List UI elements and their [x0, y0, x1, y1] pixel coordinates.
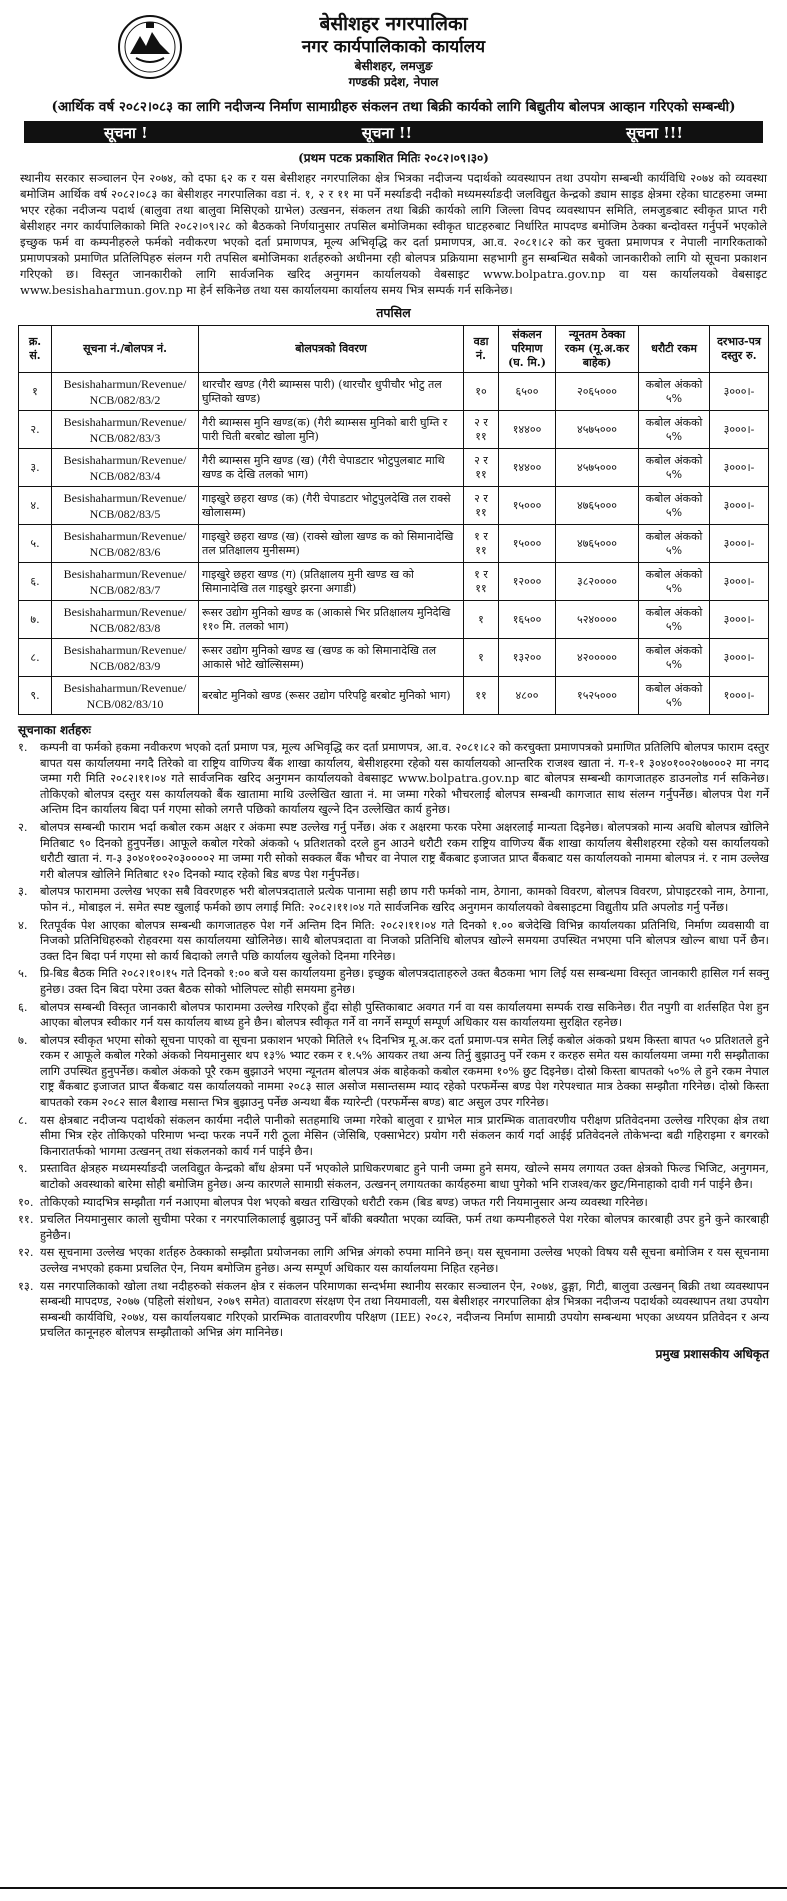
- col-header-deposit: धरौटी रकम: [639, 326, 710, 373]
- cell-fee: ३०००।-: [710, 525, 769, 563]
- cell-sn: ९.: [19, 677, 52, 715]
- term-number: ८.: [18, 1112, 28, 1127]
- cell-sn: १: [19, 373, 52, 411]
- notice-label-2: सूचना !!: [361, 124, 413, 142]
- cell-fee: १०००।-: [710, 677, 769, 715]
- cell-quantity: १५०००: [499, 525, 556, 563]
- term-number: ७.: [18, 1032, 28, 1047]
- term-text: कम्पनी वा फर्मको हकमा नवीकरण भएको दर्ता प्रमाण पत्र, मूल्य अभिवृद्धि कर दर्ता प्रमाणपत्र, आ.व. २०८१।८२ को करचुक्ता प्रमाणपत्रको प्रमाणित प्रतिलिपि बोलपत्र फाराम दस्तुर बापत यस कार्यालयमा नगदै तिरेको वा राष्ट्रिय वाणिज्य बैंक शाखा कार्यालय, बेसीशहरमा रहेको यस कार्यालयको आन्तरिक राजश्व खाता नं. ग-१-१ ३०४०१००२०७०००२ मा नगद जम्मा गरी मिति २०८२।११।०४ गते सार्वजनिक खरिद अनुगमन कार्यालयको वेबसाइट www.bolpatra.gov.np बाट बोलपत्र सम्बन्धी कागजातहरु डाउनलोड गर्न सकिनेछ। तोकिएको बोलपत्र दस्तुर यस कार्यालयको बैंक खातामा माथि उल्लेखित खाता नं. मा जम्मा गरेको भौचरलाई बोलपत्र सम्बन्धी कागजात साथ संलग्न गर्नुपर्नेछ। बोलपत्र पेश गर्ने अन्तिम दिन कार्यालय बिदा पर्न गएमा सोको लगत्तै पछिको कार्यालय खुल्ने दिन उल्लेखित कार्य हुनेछ।: [40, 740, 769, 817]
- cell-notice-no: Besishaharmun/Revenue/ NCB/082/83/10: [52, 677, 199, 715]
- cell-fee: ३०००।-: [710, 449, 769, 487]
- province-country: गण्डकी प्रदेश, नेपाल: [348, 75, 439, 89]
- term-text: प्रचलित नियमानुसार कालो सुचीमा परेका र नगरपालिकालाई बुझाउनु पर्ने बाँकी बक्यौता भएका व्यक्ति, फर्म तथा कम्पनीहरुले पेश गरेका बोलपत्र कारबाही उपर हुने कुने कारबाही हुनेछैन।: [40, 1212, 769, 1242]
- nepal-emblem-icon: [116, 14, 184, 80]
- term-item: [18, 1212, 769, 1243]
- table-row: [19, 449, 769, 487]
- term-text: बोलपत्र सम्बन्धी फाराम भर्दा कबोल रकम अक्षर र अंकमा स्पष्ट उल्लेख गर्नु पर्नेछ। अंक र अक्षरमा फरक परेमा अक्षरलाई मान्यता दिइनेछ। बोलपत्रको मान्य अवधि बोलपत्र खोलिने मितिबाट ९० दिनको हुनुपर्नेछ। आफूले कबोल गरेको अंकको ५ प्रतिशतको दरले हुन आउने धरौटी रकम राष्ट्रिय वाणिज्य बैंक शाखा कार्यालय बेसीशहरमा रहेको यस कार्यालयको धरौटी खाता नं. ग-३ ३०४०१००२०३००००२ मा जम्मा गरी सोको सक्कल बैंक भौचर वा नेपाल राष्ट्र बैंकबाट इजाजत प्राप्त बैंकबाट यस कार्यालयको नाममा बोलपत्र नं. र नाम उल्लेख गरी बोलपत्र खोलिने मितिबाट १२० दिनको म्याद रहेको बिड बण्ड पेश गर्नुपर्नेछ।: [40, 819, 769, 881]
- cell-ward: १ र ११: [464, 525, 499, 563]
- term-text: यस नगरपालिकाको खोला तथा नदीहरुको संकलन क्षेत्र र संकलन परिमाणका सन्दर्भमा स्थानीय सरकार सञ्चालन ऐन, २०७४, ढुङ्गा, गिटी, बालुवा उत्खनन् बिक्री तथा व्यवस्थापन सम्बन्धी मापदण्ड, २०७७ (पहिलो संशोधन, २०७९ समेत) वातावरण संरक्षण ऐन तथा नियमावली, यस बेसीशहर नगरपालिका क्षेत्र भित्रका नदीजन्य पदार्थको व्यवस्थापन तथा उपयोग सम्बन्धी कार्यविधि, २०७४, यस कार्यालयबाट गरिएको प्रारम्भिक वातावरणीय परिक्षण (IEE) २०८२, नदीजन्य निर्माण सामाग्री उपयोग सम्बन्धमा भएका अध्ययन प्रतिवेदन र अन्य प्रचलित कानूनहरु बोलपत्र सम्झौताको अभिन्न अंग मानिनेछ।: [40, 1278, 769, 1340]
- term-item: [18, 1161, 769, 1192]
- term-item: [18, 1033, 769, 1111]
- term-text: बोलपत्र फाराममा उल्लेख भएका सबै विवरणहरु भरी बोलपत्रदाताले प्रत्येक पानामा सही छाप गरी फर्मको नाम, ठेगाना, कामको विवरण, बोलपत्र विवरण, प्रोपाइटरको नाम, ठेगाना, फोन नं., मोबाइल नं. समेत स्पष्ट खुलाई फर्मको छाप लगाई मिति: २०८२।११।०४ गते सार्वजनिक खरिद अनुगमन कार्यालयको वेबसाइटमा विद्युतीय प्रति अपलोड गर्नु पर्नेछ।: [40, 884, 769, 914]
- term-text: बोलपत्र सम्बन्धी विस्तृत जानकारी बोलपत्र फाराममा उल्लेख गरिएको हुँदा सोही पुस्तिकाबाट अवगत गर्न वा यस कार्यालयमा सम्पर्क राख सकिनेछ। रीत नपुगी वा शर्तसहित पेश हुन आएका बोलपत्र स्वीकार गर्न यस कार्यालय बाध्य हुने छैन। बोलपत्र स्वीकृत गर्ने वा नगर्ने सम्पूर्ण सम्पूर्ण अधिकार यस कार्यालयमा सुरक्षित रहनेछ।: [40, 999, 769, 1030]
- cell-description: बरबोट मुनिको खण्ड (रूसर उद्योग परिपट्टि बरबोट मुनिको भाग): [199, 677, 464, 715]
- cell-notice-no: Besishaharmun/Revenue/ NCB/082/83/9: [52, 639, 199, 677]
- cell-fee: ३०००।-: [710, 411, 769, 449]
- cell-notice-no: Besishaharmun/Revenue/ NCB/082/83/7: [52, 563, 199, 601]
- term-number: ३.: [18, 884, 28, 899]
- col-header-notice-no: सूचना नं./बोलपत्र नं.: [52, 326, 199, 373]
- bid-details-table: [18, 325, 769, 715]
- term-text: प्रि-बिड बैठक मिति २०८२।१०।१५ गते दिनको १:०० बजे यस कार्यालयमा हुनेछ। इच्छुक बोलपत्रदाताहरुले उक्त बैठकमा भाग लिई यस सम्बन्धमा विस्तृत जानकारी हासिल गर्न सक्नु हुनेछ। उक्त दिन बिदा परेमा उक्त बैठक सोको भोलिपल्ट सोही समयमा हुनेछ।: [40, 966, 769, 996]
- col-header-ward: वडा नं.: [464, 326, 499, 373]
- cell-notice-no: Besishaharmun/Revenue/ NCB/082/83/6: [52, 525, 199, 563]
- cell-min-amount: ४५७५०००: [556, 411, 639, 449]
- cell-deposit: कबोल अंकको ५%: [639, 563, 710, 601]
- cell-deposit: कबोल अंकको ५%: [639, 601, 710, 639]
- table-row: [19, 639, 769, 677]
- cell-deposit: कबोल अंकको ५%: [639, 525, 710, 563]
- term-number: १२.: [18, 1245, 34, 1260]
- cell-fee: ३०००।-: [710, 639, 769, 677]
- cell-fee: ३०००।-: [710, 601, 769, 639]
- term-text: प्रस्तावित क्षेत्रहरु मध्यमर्स्याङदी जलविद्युत केन्द्रको बाँध क्षेत्रमा पर्ने भएकोले प्राधिकरणबाट हुने पानी जम्मा हुने समय, खोल्ने समय लगायत उक्त क्षेत्रको फिल्ड भिजिट, अनुगमन, बाटोको अवस्थाको बारेमा सोही बमोजिम हुनेछ। अन्य कारणले सामाग्री संकलन, उत्खनन् लगायतका कार्यहरुमा बाधा पुगेको भनि राजश्व/कर छुट/मिनाहाको दावी गर्न पाईने छैन।: [40, 1161, 769, 1192]
- term-number: ५.: [18, 966, 28, 981]
- cell-fee: ३०००।-: [710, 563, 769, 601]
- col-header-quantity: संकलन परिमाण (घ. मि.): [499, 326, 556, 373]
- cell-ward: १ र ११: [464, 563, 499, 601]
- intro-paragraph: स्थानीय सरकार सञ्चालन ऐन २०७४, को दफा ६२ क र यस बेसीशहर नगरपालिका क्षेत्र भित्रका नदीजन्य पदार्थको व्यवस्थापन तथा उपयोग सम्बन्धी कार्यविधि २०७४ को व्यवस्था बमोजिम आर्थिक वर्ष २०८२।०८३ का बेसीशहर नगरपालिका वडा नं. १, २ र ११ मा पर्ने मर्स्याङदी नदीको मध्यमर्स्याङदी जलविद्युत केन्द्रको ड्याम साइड क्षेत्रमा रहेका घाटहरुमा जम्मा भएर रहेका नदीजन्य पदार्थ (बालुवा तथा बालुवा मिसिएको ग्राभेल) उत्खनन, संकलन तथा बिक्री कार्यको लागि जिल्ला विपद व्यवस्थापन समिति, लमजुङबाट स्वीकृत प्राप्त गरी बेसीशहर नगर कार्यपालिकाको मिति २०८२।०९।२८ को बैठकको निर्णयानुसार तपसिल बमोजिमका स्वीकृत घाटहरुबाट निर्धारित मापदण्ड बमोजिम ठेक्का बन्दोवस्त गर्नुपर्ने भएकोले इच्छुक फर्म वा कम्पनीहरुले फर्मको नवीकरण भएको दर्ता प्रमाणपत्र, मूल्य अभिवृद्धि कर दर्ता प्रमाणपत्र, आ.व. २०८१।८२ को कर चुक्ता प्रमाणपत्र र नेपाली नागरिकताको प्रमाणपत्रको प्रमाणित प्रतिलिपिहरु संलग्न गरी तपसिल बमोजिमका शर्तहरुको अधीनमा रही बोलपत्र प्रक्रियामा सहभागी हुन सम्बन्धित सबैको जानकारीको लागि यो सूचना प्रकाशन गरिएको छ। विस्तृत जानकारीको लागि सार्वजनिक खरिद अनुगमन कार्यालयको वेबसाइट www.bolpatra.gov.np वा यस कार्यालयको वेबसाइट www.besishaharmun.gov.np मा हेर्न सकिनेछ तथा यस कार्यालयमा कार्यालय समय भित्र सम्पर्क गर्न सकिनेछ।: [20, 171, 767, 297]
- terms-list: [18, 740, 769, 1341]
- cell-min-amount: २०६५०००: [556, 373, 639, 411]
- details-title: तपसिल: [376, 305, 411, 320]
- cell-min-amount: १५२५०००: [556, 677, 639, 715]
- term-number: १.: [18, 740, 28, 754]
- term-item: [18, 884, 769, 915]
- col-header-description: बोलपत्रको विवरण: [199, 326, 464, 373]
- cell-deposit: कबोल अंकको ५%: [639, 639, 710, 677]
- cell-ward: ११: [464, 677, 499, 715]
- table-row: [19, 601, 769, 639]
- cell-deposit: कबोल अंकको ५%: [639, 411, 710, 449]
- cell-quantity: १६५००: [499, 601, 556, 639]
- cell-deposit: कबोल अंकको ५%: [639, 373, 710, 411]
- cell-sn: ६.: [19, 563, 52, 601]
- cell-description: गाइखुरे छहरा खण्ड (ख) (राक्से खोला खण्ड क को सिमानादेखि तल प्रतिक्षालय मुनीसम्म): [199, 525, 464, 563]
- office-address: बेसीशहर, लमजुङ: [354, 59, 433, 73]
- table-row: [19, 525, 769, 563]
- cell-ward: १: [464, 639, 499, 677]
- cell-quantity: १३२००: [499, 639, 556, 677]
- notice-subject: (आर्थिक वर्ष २०८२।०८३ का लागि नदीजन्य निर्माण सामाग्रीहरु संकलन तथा बिक्री कार्यको लागि बिद्युतीय बोलपत्र आव्हान गरिएको सम्बन्धी): [51, 99, 736, 115]
- table-row: [19, 563, 769, 601]
- term-text: बोलपत्र स्वीकृत भएमा सोको सूचना पाएको वा सूचना प्रकाशन भएको मितिले १५ दिनभित्र मू.अ.कर दर्ता प्रमाण-पत्र समेत लिई कबोल अंकको प्रथम किस्ता बापत ५० प्रतिशतले हुने रकम र आफूले कबोल गरेको अंकको नियमानुसार थप १३% भ्याट रकम र १.५% आयकर तथा अन्य तिर्नु बुझाउनु पर्ने रकम र करहरु समेत यस कार्यालयमा जम्मा गरी सम्झौताका लागि उपस्थित हुनुपर्नेछ। कबोल अंकको पूरै रकम बुझाउने भएमा न्यूनतम बोलपत्र अंक बाहेकको कबोल रकममा १०% छुट दिइनेछ। दोस्रो किस्ता बापतको ५०% ले हुने रकम नेपाल राष्ट्र बैंकबाट इजाजत प्राप्त बैंकबाट यस कार्यालयको नाममा २०८३ साल असोज मसान्तसम्म म्याद रहेको परफर्मेन्स बण्ड पेश गरेपश्चात मात्र ठेक्का सम्झौता गरिनेछ। दोस्रो किस्ता बापतको रकम २०८२ साल बैशाख मसान्त भित्र बुझाउनु पर्नेछ अन्यथा बैंक ग्यारेन्टी (परफर्मेन्स बण्ड) बाट असुल उपर गरिनेछ।: [40, 1032, 769, 1110]
- first-publication-date: (प्रथम पटक प्रकाशित मितिः २०८२।०९।३०): [298, 151, 489, 165]
- cell-sn: ३.: [19, 449, 52, 487]
- term-item: [18, 1245, 769, 1276]
- letterhead: [18, 0, 769, 92]
- term-item: [18, 1279, 769, 1341]
- cell-min-amount: ४७६५०००: [556, 487, 639, 525]
- term-text: रितपूर्वक पेश आएका बोलपत्र सम्बन्धी कागजातहरु पेश गर्ने अन्तिम दिन मिति: २०८२।११।०४ गते दिनको १.०० बजेदेखि विभिन्न कार्यालयका प्रतिनिधि, निर्माण व्यवसायी वा निजको प्रतिनिधिहरुको रोहवरमा यस कार्यालयमा खोलिनेछ। साथै बोलपत्रदाता वा निजको प्रतिनिधि बोलपत्र खोल्ने समयमा उपस्थित नभएमा पनि बोलपत्र खोल्न बाधा पर्ने छैन। उक्त दिन बिदा पर्न गएमा सो कार्य बिदाको लगत्तै पछि कार्यालय खुलेको दिनमा गरिनेछ।: [40, 917, 769, 963]
- term-item: [18, 1000, 769, 1031]
- col-header-sn: क्र. सं.: [19, 326, 52, 373]
- cell-fee: ३०००।-: [710, 487, 769, 525]
- cell-description: रूसर उद्योग मुनिको खण्ड क (आकासे भिर प्रतिक्षालय मुनिदेखि ११० मि. तलको भाग): [199, 601, 464, 639]
- term-number: १३.: [18, 1278, 34, 1293]
- cell-sn: ५.: [19, 525, 52, 563]
- cell-min-amount: ४५७५०००: [556, 449, 639, 487]
- cell-min-amount: ३८२००००: [556, 563, 639, 601]
- cell-ward: १०: [464, 373, 499, 411]
- cell-deposit: कबोल अंकको ५%: [639, 487, 710, 525]
- term-number: १०.: [18, 1194, 34, 1209]
- terms-title: सूचनाका शर्तहरुः: [18, 723, 91, 737]
- cell-notice-no: Besishaharmun/Revenue/ NCB/082/83/4: [52, 449, 199, 487]
- cell-quantity: ४८००: [499, 677, 556, 715]
- notice-label-1: सूचना !: [104, 124, 148, 142]
- notice-bar: [24, 121, 763, 143]
- term-text: तोकिएको म्यादभित्र सम्झौता गर्न नआएमा बोलपत्र पेश भएको बखत राखिएको धरौटी रकम (बिड बण्ड) जफत गरी नियमानुसार अन्य व्यवस्था गरिनेछ।: [40, 1194, 648, 1209]
- cell-notice-no: Besishaharmun/Revenue/ NCB/082/83/8: [52, 601, 199, 639]
- cell-description: थारचौर खण्ड (गैरी ब्याम्सस पारी) (थारचौर धुपीचौर भोटु तल घुम्तिको खण्ड): [199, 373, 464, 411]
- bottom-divider: [0, 1887, 787, 1889]
- notice-label-3: सूचना !!!: [626, 124, 683, 142]
- term-item: [18, 820, 769, 882]
- cell-quantity: १२०००: [499, 563, 556, 601]
- cell-description: गाइखुरे छहरा खण्ड (ग) (प्रतिक्षालय मुनी खण्ड ख को सिमानादेखि तल गाइखुरे झरना अगाडी): [199, 563, 464, 601]
- cell-ward: २ र ११: [464, 411, 499, 449]
- cell-min-amount: ५२४००००: [556, 601, 639, 639]
- cell-sn: ७.: [19, 601, 52, 639]
- term-number: ६.: [18, 999, 28, 1014]
- term-item: [18, 1195, 769, 1211]
- cell-notice-no: Besishaharmun/Revenue/ NCB/082/83/5: [52, 487, 199, 525]
- table-header-row: [19, 326, 769, 373]
- cell-fee: ३०००।-: [710, 373, 769, 411]
- table-row: [19, 487, 769, 525]
- term-number: ४.: [18, 917, 28, 932]
- cell-quantity: १५०००: [499, 487, 556, 525]
- cell-deposit: कबोल अंकको ५%: [639, 677, 710, 715]
- cell-description: गाइखुरे छहरा खण्ड (क) (गैरी चेपाडटार भोटुपुलदेखि तल राक्से खोलासम्म): [199, 487, 464, 525]
- col-header-fee: दरभाउ-पत्र दस्तुर रु.: [710, 326, 769, 373]
- col-header-min-amount: न्यूनतम ठेक्का रकम (मू.अ.कर बाहेक): [556, 326, 639, 373]
- term-number: ९.: [18, 1161, 28, 1176]
- cell-ward: २ र ११: [464, 449, 499, 487]
- term-item: [18, 1113, 769, 1160]
- cell-quantity: १४४००: [499, 449, 556, 487]
- cell-min-amount: ४७६५०००: [556, 525, 639, 563]
- cell-sn: ४.: [19, 487, 52, 525]
- cell-sn: २.: [19, 411, 52, 449]
- office-name: नगर कार्यपालिकाको कार्यालय: [301, 37, 486, 57]
- cell-min-amount: ४२०००००: [556, 639, 639, 677]
- cell-ward: १: [464, 601, 499, 639]
- term-item: [18, 918, 769, 965]
- cell-notice-no: Besishaharmun/Revenue/ NCB/082/83/2: [52, 373, 199, 411]
- table-row: [19, 411, 769, 449]
- term-item: [18, 966, 769, 997]
- table-row: [19, 677, 769, 715]
- term-text: यस सूचनामा उल्लेख भएका शर्तहरु ठेक्काको सम्झौता प्रयोजनका लागि अभिन्न अंगको रुपमा मानिने छन्। यस सूचनामा उल्लेख भएको विषय यसै सूचना बमोजिम र यस सूचनामा उल्लेख नभएको हकमा प्रचलित ऐन, नियम बमोजिम हुनेछ। अन्य सम्पूर्ण अधिकार यस कार्यालयमा निहित रहनेछ।: [40, 1245, 769, 1275]
- municipality-name: बेसीशहर नगरपालिका: [319, 13, 468, 35]
- cell-sn: ८.: [19, 639, 52, 677]
- cell-description: गैरी ब्याम्सस मुनि खण्ड (ख) (गैरी चेपाडटार भोटुपुलबाट माथि खण्ड क देखि तलको भाग): [199, 449, 464, 487]
- table-row: [19, 373, 769, 411]
- cell-notice-no: Besishaharmun/Revenue/ NCB/082/83/3: [52, 411, 199, 449]
- cell-deposit: कबोल अंकको ५%: [639, 449, 710, 487]
- cell-description: रूसर उद्योग मुनिको खण्ड ख (खण्ड क को सिमानादेखि तल आकासे भोटे खोल्सिसम्म): [199, 639, 464, 677]
- term-number: ११.: [18, 1212, 34, 1227]
- cell-description: गैरी ब्याम्सस मुनि खण्ड(क) (गैरी ब्याम्सस मुनिको बारी घुम्ति र पारी चिती बरबोट खोला मुनि): [199, 411, 464, 449]
- cell-ward: २ र ११: [464, 487, 499, 525]
- signatory-title: प्रमुख प्रशासकीय अधिकृत: [655, 1346, 769, 1361]
- term-number: २.: [18, 819, 28, 834]
- cell-quantity: ६५००: [499, 373, 556, 411]
- term-item: [18, 740, 769, 818]
- cell-quantity: १४४००: [499, 411, 556, 449]
- term-text: यस क्षेत्रबाट नदीजन्य पदार्थको संकलन कार्यमा नदीले पानीको सतहमाथि जम्मा गरेको बालुवा र ग्राभेल मात्र प्रारम्भिक वातावरणीय परीक्षण प्रतिवेदनमा उल्लेख गरिएका क्षेत्र तथा सीमा भित्र रहेर तोकिएको परिमाण भन्दा फरक नपर्ने गरी ठूला मेसिन (जेसिबि, एक्साभेटर) प्रयोग गरी संकलन कार्य गर्दा आईई प्रतिवेदनले तोकेभन्दा बढी गहिराइमा र बगरको किनारातर्फको भागमा उत्खनन् तथा संकलनको कार्य गर्न पाईने छैन।: [40, 1112, 769, 1158]
